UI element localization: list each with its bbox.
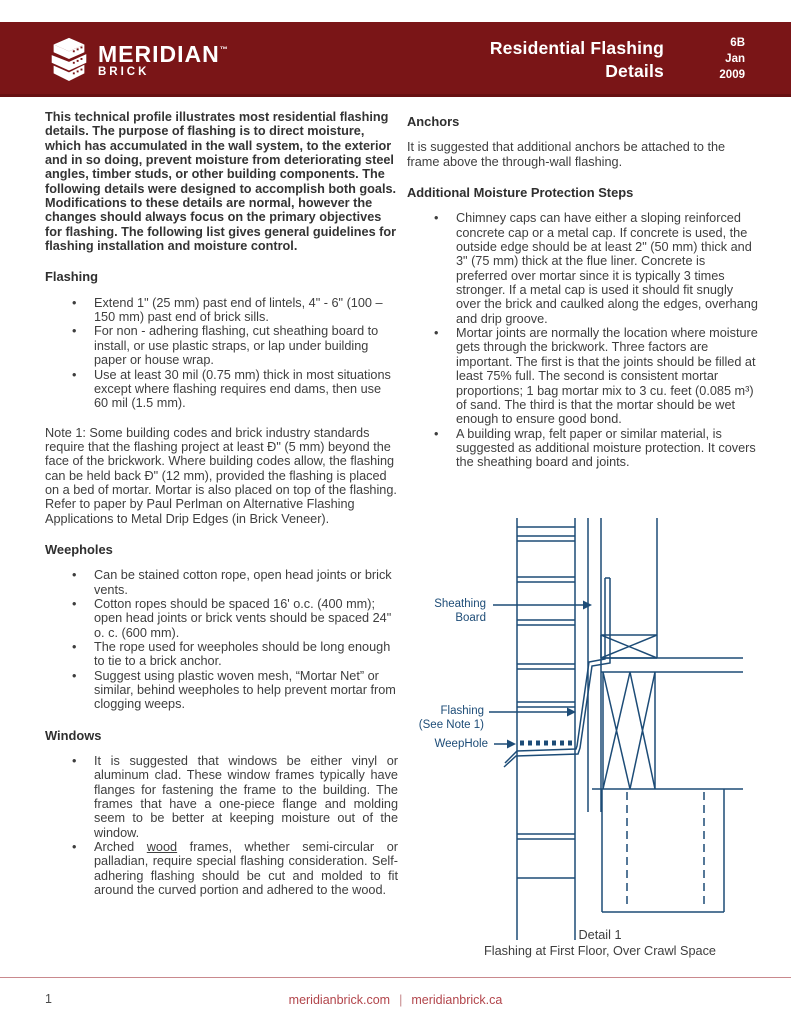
bullet-item: [45, 640, 398, 669]
weepholes-bullet-list: [45, 568, 398, 711]
bullet-text: For non - adhering flashing, cut sheathing board to install, or use plastic straps, or lap under building paper or house wrap.: [94, 324, 379, 368]
footer-link-meridianbrick-ca[interactable]: meridianbrick.ca: [411, 993, 503, 1007]
label-arrows: [489, 605, 583, 744]
diagram-label-weephole: WeepHole: [434, 738, 488, 750]
section-heading-weepholes: Weepholes: [45, 541, 113, 557]
bullet-text: Use at least 30 mil (0.75 mm) thick in most situations except where flashing requires end dams, then use 60 mil (1.5 mm).: [94, 367, 391, 411]
intro-paragraph: This technical profile illustrates most residential flashing details. The purpose of flashing is to direct moisture, which has accumulated in the wall system, to the exterior and in so doing, prevent moisture from deteriorating steel angles, timber studs, or other building components. The following details were designed to accomplish both goals. Modifications to these details are normal, however the changes should always focus on the primary objectives for flashing. The following list gives general guidelines for flashing installation and moisture control.: [45, 110, 397, 254]
floor-lines: [601, 658, 743, 672]
document-month: Jan: [725, 53, 745, 65]
section-heading-windows: Windows: [45, 727, 102, 743]
bullet-item: [407, 427, 759, 470]
header-band: [0, 22, 791, 97]
note-paragraph: Note 1: Some building codes and brick industry standards require that the flashing project at least Ð" (5 mm) beyond the face of the brickwork. Where building codes allow, the flashing can be held back Ð" (12 mm), provided the flashing is placed on a bed of mortar. Mortar is also placed on top of the flashing. Refer to paper by Paul Perlman on Alternative Flashing Applications to Metal Drip Edges (in Brick Veneer).: [45, 425, 397, 526]
bullet-icon: •: [72, 754, 77, 769]
page-number: 1: [45, 992, 52, 1006]
diagram-label-sheathing: Sheathing Board: [434, 598, 486, 624]
flashing-bullet-list: [45, 296, 398, 411]
footer-divider: [0, 977, 791, 978]
bullet-item: [407, 211, 759, 326]
section-heading-moisture: Additional Moisture Protection Steps: [407, 185, 634, 201]
bullet-text: The rope used for weepholes should be long enough to tie to a brick anchor.: [94, 640, 391, 669]
anchors-paragraph: It is suggested that additional anchors be attached to the frame above the through-wall flashing.: [407, 140, 726, 169]
underlined-word: wood: [146, 840, 178, 855]
flashing-line: [504, 578, 610, 767]
foundation-lines: [592, 789, 743, 912]
footer-separator: |: [399, 993, 403, 1007]
bullet-item: [45, 840, 398, 897]
diagram-caption: [430, 927, 770, 959]
bullet-icon: •: [72, 367, 77, 382]
brand-sub-name: BRICK: [98, 65, 150, 78]
meridian-logo-text: [98, 38, 228, 79]
bullet-icon: •: [434, 211, 439, 226]
bullet-item: [45, 754, 398, 840]
bullet-item: [45, 568, 398, 597]
bullet-icon: •: [72, 640, 77, 654]
bullet-text-pre: Arched: [94, 840, 147, 855]
label-arrowheads: [507, 601, 592, 749]
diagram-label-flashing: Flashing (See Note 1): [418, 705, 484, 731]
bullet-text: Suggest using plastic woven mesh, “Mortar Net” or similar, behind weepholes to help prevent mortar from clogging weeps.: [94, 668, 396, 712]
bullet-text: It is suggested that windows be either vinyl or aluminum clad. These window frames typically have flanges for fastening the frame to the building. The frames that have a one-piece flange and molding seem to be better at keeping moisture out of the window.: [94, 754, 398, 840]
document-title: [490, 37, 664, 83]
bullet-text: Chimney caps can have either a sloping reinforced concrete cap or a metal cap. If concrete is used, the outside edge should be at least 2" (50 mm) thick and 3" (75 mm) thick at the flue liner. Concrete is preferred over mortar since it is typically 3 times stronger. If a metal cap is used it should fit snugly over the brick and caulked along the edges, overhang and drip groove.: [456, 211, 758, 326]
bullet-item: [45, 597, 398, 640]
windows-bullet-list: [45, 754, 398, 897]
document-title-line1: Residential Flashing: [489, 38, 664, 58]
sheathing-board-lines: [588, 518, 601, 812]
diagram-caption-line2: Flashing at First Floor, Over Crawl Space: [484, 944, 716, 958]
section-heading-anchors: Anchors: [407, 114, 460, 129]
left-column: [45, 107, 398, 898]
bullet-text-post: frames, whether semi-circular or palladian, require special flashing consideration. Self-adhering flashing should be cut and molded to fit around the curved portion and adhered to the wood.: [94, 840, 398, 898]
bullet-text: A building wrap, felt paper or similar material, is suggested as additional moisture protection. It covers the sheathing board and joints.: [456, 426, 756, 470]
bullet-text: Cotton ropes should be spaced 16' o.c. (400 mm); open head joints or brick vents should be spaced 24" o. c. (600 mm).: [94, 596, 392, 640]
trademark-symbol: ™: [219, 44, 228, 54]
cross-bracing: [603, 672, 655, 789]
bullet-item: [45, 296, 398, 325]
bullet-icon: •: [434, 326, 439, 341]
meridian-logo-icon: [48, 34, 90, 82]
bullet-icon: •: [72, 295, 77, 310]
footer-link-meridianbrick-com[interactable]: meridianbrick.com: [288, 993, 391, 1007]
document-meta: [719, 35, 745, 83]
diagram-caption-line1: Detail 1: [578, 928, 622, 942]
bullet-icon: •: [434, 426, 439, 441]
bullet-icon: •: [72, 324, 77, 339]
bullet-icon: •: [72, 840, 77, 855]
bullet-text: Extend 1" (25 mm) past end of lintels, 4" - 6" (100 – 150 mm) past end of brick sills.: [94, 295, 383, 325]
bullet-item: [45, 368, 398, 411]
meridian-logo: [48, 34, 228, 82]
brand-name: MERIDIAN™: [98, 40, 228, 67]
document-year: 2009: [719, 69, 745, 81]
bullet-item: [45, 669, 398, 712]
brick-veneer-lines: [517, 518, 575, 940]
bullet-icon: •: [72, 668, 77, 683]
bullet-item: [407, 326, 759, 426]
document-title-line2: Details: [605, 61, 664, 81]
bullet-text: Mortar joints are normally the location where moisture gets through the brickwork. Three factors are important. The first is that the joints should be filled at least 75% full. The second is consistent mortar proportions; 1 bag mortar mix to 3 cu. feet (0.085 m³) of sand. The third is that the mortar should be wet enough to ensure good bond.: [456, 326, 758, 427]
bullet-icon: •: [72, 568, 77, 583]
bullet-text: [94, 840, 398, 897]
bullet-icon: •: [72, 596, 77, 611]
footer-links: [0, 993, 791, 1007]
document-code: 6B: [730, 37, 745, 49]
section-heading-flashing: Flashing: [45, 269, 98, 285]
bullet-item: [45, 324, 398, 367]
moisture-bullet-list: [407, 211, 759, 469]
right-column: [407, 107, 759, 470]
bullet-text: Can be stained cotton rope, open head joints or brick vents.: [94, 568, 392, 597]
rim-joist-box: [601, 635, 657, 658]
